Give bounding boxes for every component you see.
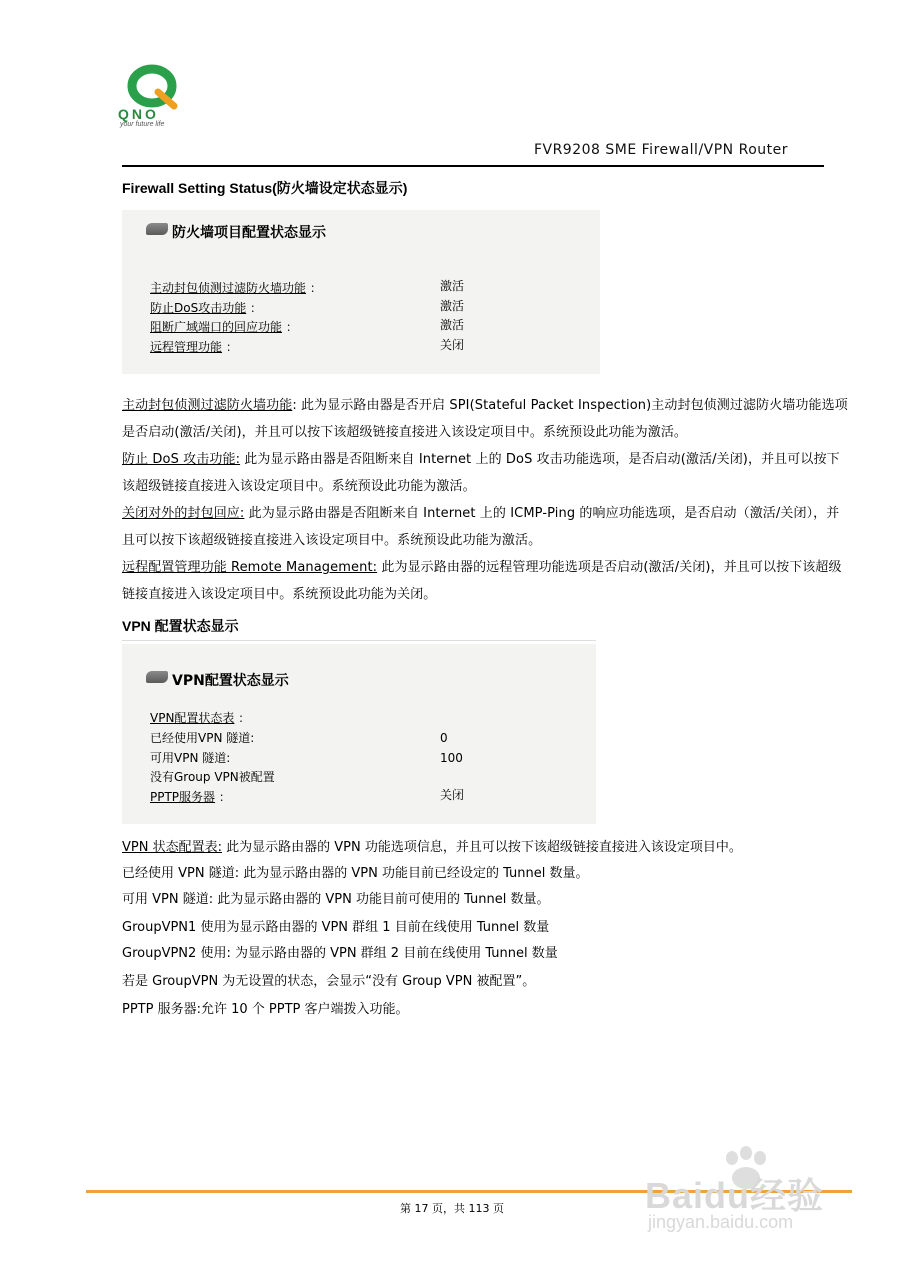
vpn-top-rule (122, 640, 596, 641)
fw-row-spi-value: 激活 (440, 279, 465, 293)
watermark-url: jingyan.baidu.com (648, 1212, 794, 1232)
fw-row-remote[interactable]: 远程管理功能 ： (150, 340, 238, 354)
fw-row-wan-block[interactable]: 阻断广域端口的回应功能 ： (150, 320, 298, 334)
vpn-panel-title: VPN配置状态显示 (146, 670, 289, 690)
vpn-row-status-table[interactable]: VPN配置状态表 ： (150, 711, 251, 725)
vpn-row-group-vpn: 没有Group VPN被配置 (150, 770, 275, 784)
vpn-desc-line-1: 已经使用 VPN 隧道: 此为显示路由器的 VPN 功能目前已经设定的 Tunnel 数量。 (122, 866, 589, 881)
firewall-heading: Firewall Setting Status(防火墙设定状态显示) (122, 180, 408, 196)
logo-wordmark: QNO (118, 106, 159, 122)
vpn-desc-line-6: PPTP 服务器:允许 10 个 PPTP 客户端拨入功能。 (122, 1002, 409, 1017)
vpn-row-pptp[interactable]: PPTP服务器 ： (150, 790, 231, 804)
page-number: 第 17 页，共 113 页 (400, 1202, 504, 1215)
vpn-status-panel (122, 644, 596, 824)
fw-row-dos-value: 激活 (440, 299, 465, 313)
logo-tagline: your future life (120, 121, 165, 128)
header-divider (122, 165, 824, 167)
firewall-status-panel (122, 210, 600, 374)
vpn-desc-line-3: GroupVPN1 使用为显示路由器的 VPN 群组 1 目前在线使用 Tunnel 数量 (122, 920, 550, 935)
fw-row-wan-block-value: 激活 (440, 318, 465, 332)
vpn-row-used-tunnels-value: 0 (440, 731, 448, 745)
vpn-desc-line-5: 若是 GroupVPN 为无设置的状态，会显示“没有 Group VPN 被配置”。 (122, 974, 536, 989)
firewall-panel-title: 防火墙项目配置状态显示 (146, 222, 326, 242)
firewall-description: 主动封包侦测过滤防火墙功能: 此为显示路由器是否开启 SPI(Stateful Packet Inspection)主动封包侦测过滤防火墙功能选项是否启动(激活/关闭)，并且可以按下该超级链接直接进入该设定项目中。系统预设此功能为激活。 防止 DoS 攻击功能: 此为显示路由器是否阻断来自 Internet 上的 DoS 攻击功能选项，是否启动(激活/关闭)，并且可以按下该超级链接直接进入该设定项目中。系统预设此功能为激活。 关闭对外的封包回应: 此为显示路由器是否阻断来自 Internet 上的 ICMP-Ping 的响应功能选项，是否启动（激活/关闭），并且可以按下该超级链接直接进入该设定项目中。系统预设此功能为激活。 远程配置管理功能 Remote Management: 此为显示路由器的远程管理功能选项是否启动(激活/关闭)，并且可以按下该超级链接直接进入该设定项目中。系统预设此功能为关闭。 (122, 398, 848, 602)
watermark-brand: Baidu经验 (645, 1175, 825, 1216)
vpn-desc-line-0: VPN 状态配置表: 此为显示路由器的 VPN 功能选项信息，并且可以按下该超级链接直接进入该设定项目中。 (122, 840, 742, 855)
vpn-row-available-tunnels-value: 100 (440, 751, 463, 765)
product-title: FVR9208 SME Firewall/VPN Router (533, 142, 788, 158)
panel-bullet-icon (146, 671, 168, 683)
vpn-row-pptp-value: 关闭 (440, 788, 465, 802)
vpn-desc-line-2: 可用 VPN 隧道: 此为显示路由器的 VPN 功能目前可使用的 Tunnel 数量。 (122, 892, 550, 907)
vpn-heading: VPN 配置状态显示 (122, 618, 239, 634)
vpn-row-used-tunnels: 已经使用VPN 隧道: (150, 731, 255, 745)
fw-row-remote-value: 关闭 (440, 338, 465, 352)
vpn-desc-line-4: GroupVPN2 使用: 为显示路由器的 VPN 群组 2 目前在线使用 Tunnel 数量 (122, 946, 558, 961)
vpn-row-available-tunnels: 可用VPN 隧道: (150, 751, 231, 765)
panel-bullet-icon (146, 223, 168, 235)
fw-row-spi[interactable]: 主动封包侦测过滤防火墙功能 ： (150, 281, 322, 295)
fw-row-dos[interactable]: 防止DoS攻击功能 ： (150, 301, 263, 315)
